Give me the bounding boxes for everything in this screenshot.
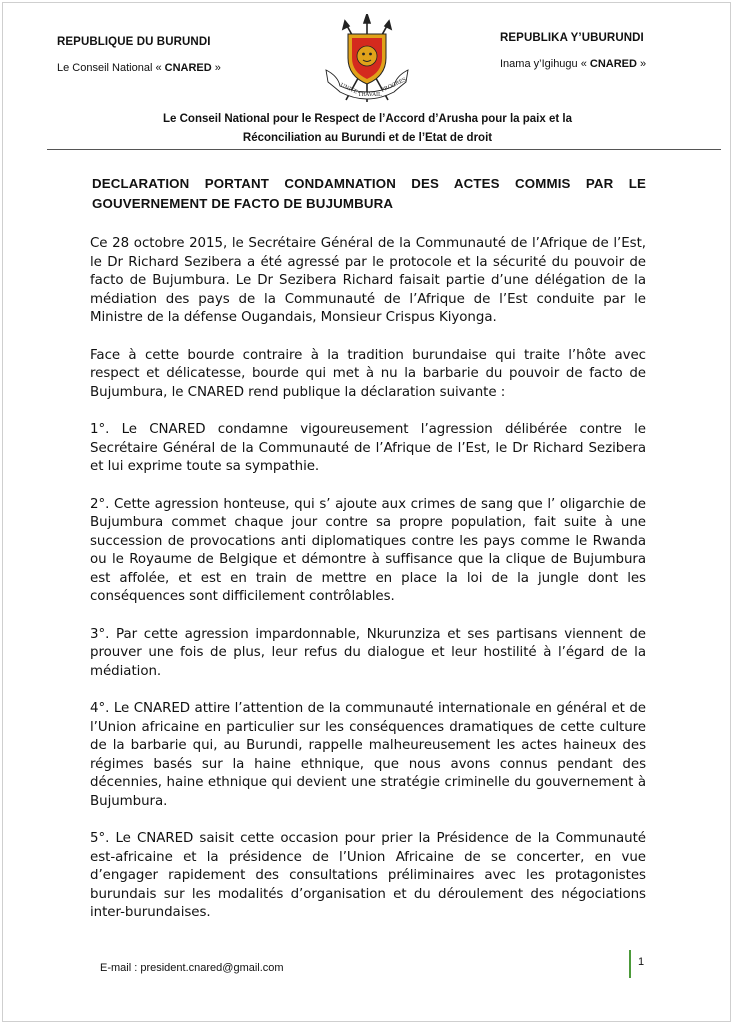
paragraph-point-4: 4°. Le CNARED attire l’attention de la communauté internationale en général et de l’Union africaine en particulier sur les conséquences dramatiques de cette culture de la barbarie qui, au Burundi, rappelle malheureusement les actes haineux des régimes basés sur la haine ethnique, que nous avons connus pendant des décennies, haine ethnique qui devient une stratégie criminelle du gouvernement à Bujumbura.: [90, 701, 646, 809]
paragraph-point-2: 2°. Cette agression honteuse, qui s’ ajoute aux crimes de sang que l’ oligarchie de Bujumbura commet chaque jour contre sa propre population, fait suite à une succession de provocations anti diplomatiques contre les pays comme le Rwanda ou le Royaume de Belgique et démontre à suffisance que la clique de Bujumbura est affolée, et est en train de mettre en place la loi de la jungle dont les conséquences sont difficilement contrôlables.: [90, 496, 646, 604]
header-left-country: REPUBLIQUE DU BURUNDI: [57, 36, 211, 48]
header-left-council-suffix: »: [214, 62, 221, 74]
header-left-council-prefix: Le Conseil National «: [57, 62, 162, 74]
header-divider: [47, 149, 721, 150]
paragraph-point-5: 5°. Le CNARED saisit cette occasion pour prier la Présidence de la Communauté est-africaine et la présidence de l’Union Africaine de se concerter, en vue d’engager rapidement des consultations préliminaires avec les protagonistes burundais sur les modalités d’organisation et du déroulement des négociations inter-burundaises.: [90, 831, 646, 920]
header-right-country: REPUBLIKA Y’UBURUNDI: [500, 32, 644, 44]
header-left-council: [57, 62, 307, 74]
paragraph-context: Face à cette bourde contraire à la tradition burundaise qui traite l’hôte avec respect et délicatesse, bourde qui met à nu la barbarie du pouvoir de facto de Bujumbura, le CNARED rend publique la déclaration suivante :: [90, 347, 646, 400]
paragraph-point-3: 3°. Par cette agression impardonnable, Nkurunziza et ses partisans viennent de prouver une fois de plus, leur refus du dialogue et leur hostilité à l’égard de la médiation.: [90, 626, 646, 679]
document-title: DECLARATION PORTANT CONDAMNATION DES ACTES COMMIS PAR LE GOUVERNEMENT DE FACTO DE BUJUMBURA: [92, 176, 646, 211]
header-subtitle: [90, 110, 645, 148]
coat-of-arms-icon: [318, 14, 416, 106]
page-number-marker: [629, 950, 631, 978]
paragraph-intro: Ce 28 octobre 2015, le Secrétaire Général de la Communauté de l’Afrique de l’Est, le Dr Richard Sezibera a été agressé par le protocole et la sécurité du pouvoir de facto de Bujumbura. Le Dr Sezibera Richard faisait partie d’une délégation de la médiation des pays de la Communauté de l’Afrique de l’Est conduite par le Ministre de la défense Ougandais, Monsieur Crispus Kiyonga.: [90, 236, 646, 325]
page-number: 1: [638, 956, 645, 968]
motto-right: PROGRES: [380, 76, 408, 94]
header-subtitle-line1: Le Conseil National pour le Respect de l’Accord d’Arusha pour la paix et la: [163, 113, 572, 125]
motto-left: UNITE: [339, 82, 359, 96]
header-right-council-prefix: Inama y’Igihugu «: [500, 58, 587, 70]
document-body: [90, 235, 646, 942]
header-right-council-suffix: »: [640, 58, 647, 70]
header-left: [57, 36, 307, 74]
header-right-council: [500, 58, 710, 70]
header-left-council-name: CNARED: [164, 62, 212, 74]
motto-center: TRAVAIL: [358, 92, 382, 98]
header-right-council-name: CNARED: [589, 58, 637, 70]
footer-email: E-mail : president.cnared@gmail.com: [100, 962, 284, 974]
header-right: [500, 32, 710, 70]
paragraph-point-1: 1°. Le CNARED condamne vigoureusement l’agression délibérée contre le Secrétaire Général de la Communauté de l’Afrique de l’Est, le Dr Richard Sezibera et lui exprime toute sa sympathie.: [90, 422, 646, 474]
header-subtitle-line2: Réconciliation au Burundi et de l’Etat de droit: [242, 132, 493, 144]
